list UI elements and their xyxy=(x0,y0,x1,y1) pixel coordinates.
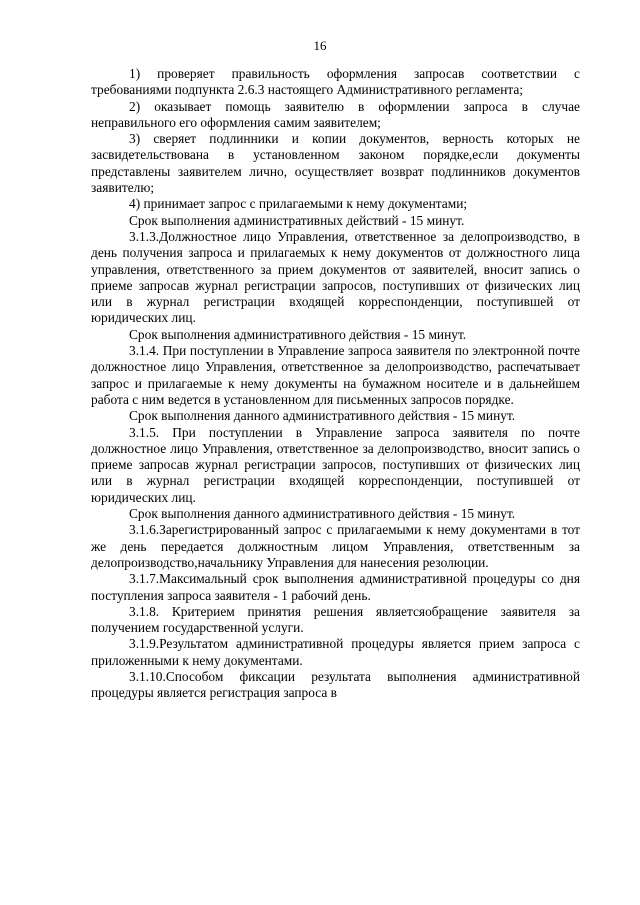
paragraph-item-4: 4) принимает запрос с прилагаемыми к нему документами; xyxy=(129,196,468,212)
paragraph-3-1-3: 3.1.3.Должностное лицо Управления, ответственное за делопроизводство, в день получения запроса и прилагаемых к нему документов от должностного лица управления, ответственного за прием документов от заявителей, вносит запись о приеме запросав журнал регистрации запросов, поступивших от физических лиц или в журнал регистрации входящей корреспонденции, поступившей от юридических лиц. xyxy=(91,228,580,326)
paragraph-item-3: 3) сверяет подлинники и копии документов, верность которых не засвидетельствована в установленном законом порядке,если документы представлены заявителем лично, осуществляет возврат подлинников документов заявителю; xyxy=(91,131,580,196)
paragraph-deadline: Срок выполнения данного административного действия - 15 минут. xyxy=(129,408,516,424)
paragraph-3-1-8: 3.1.8. Критерием принятия решения являетсяобращение заявителя за получением государственной услуги. xyxy=(91,603,580,636)
document-body xyxy=(91,66,580,702)
page-number: 16 xyxy=(313,38,327,53)
paragraph-deadline: Срок выполнения административного действия - 15 минут. xyxy=(129,326,467,342)
paragraph-item-2: 2) оказывает помощь заявителю в оформлении запроса в случае неправильного его оформления самим заявителем; xyxy=(91,98,580,130)
paragraph-deadline: Срок выполнения данного административного действия - 15 минут. xyxy=(129,506,516,522)
paragraph-deadline: Срок выполнения административных действий - 15 минут. xyxy=(129,212,465,228)
paragraph-3-1-10: 3.1.10.Способом фиксации результата выполнения административной процедуры является регистрация запроса в xyxy=(91,668,580,701)
paragraph-3-1-6: 3.1.6.Зарегистрированный запрос с прилагаемыми к нему документами в тот же день передается должностным лицом Управления, ответственным за делопроизводство,начальнику Управления для нанесения резолюции. xyxy=(91,522,580,570)
paragraph-3-1-4: 3.1.4. При поступлении в Управление запроса заявителя по электронной почте должностное лицо Управления, ответственное за делопроизводство, распечатывает запрос и прилагаемые к нему документы на бумажном носителе и в дальнейшем работа с ним ведется в установленном для письменных запросов порядке. xyxy=(91,343,580,407)
paragraph-3-1-9: 3.1.9.Результатом административной процедуры является прием запроса с приложенными к нему документами. xyxy=(91,636,580,668)
paragraph-3-1-5: 3.1.5. При поступлении в Управление запроса заявителя по почте должностное лицо Управления, ответственное за делопроизводство, вносит запись о приеме запросав журнал регистрации запросов, поступивших от физических лиц или в журнал регистрации входящей корреспонденции, поступившей от юридических лиц. xyxy=(91,424,580,505)
paragraph-3-1-7: 3.1.7.Максимальный срок выполнения административной процедуры со дня поступления запроса заявителя - 1 рабочий день. xyxy=(91,571,580,603)
paragraph-item-1: 1) проверяет правильность оформления запросав соответствии с требованиями подпункта 2.6.3 настоящего Административного регламента; xyxy=(91,66,580,98)
